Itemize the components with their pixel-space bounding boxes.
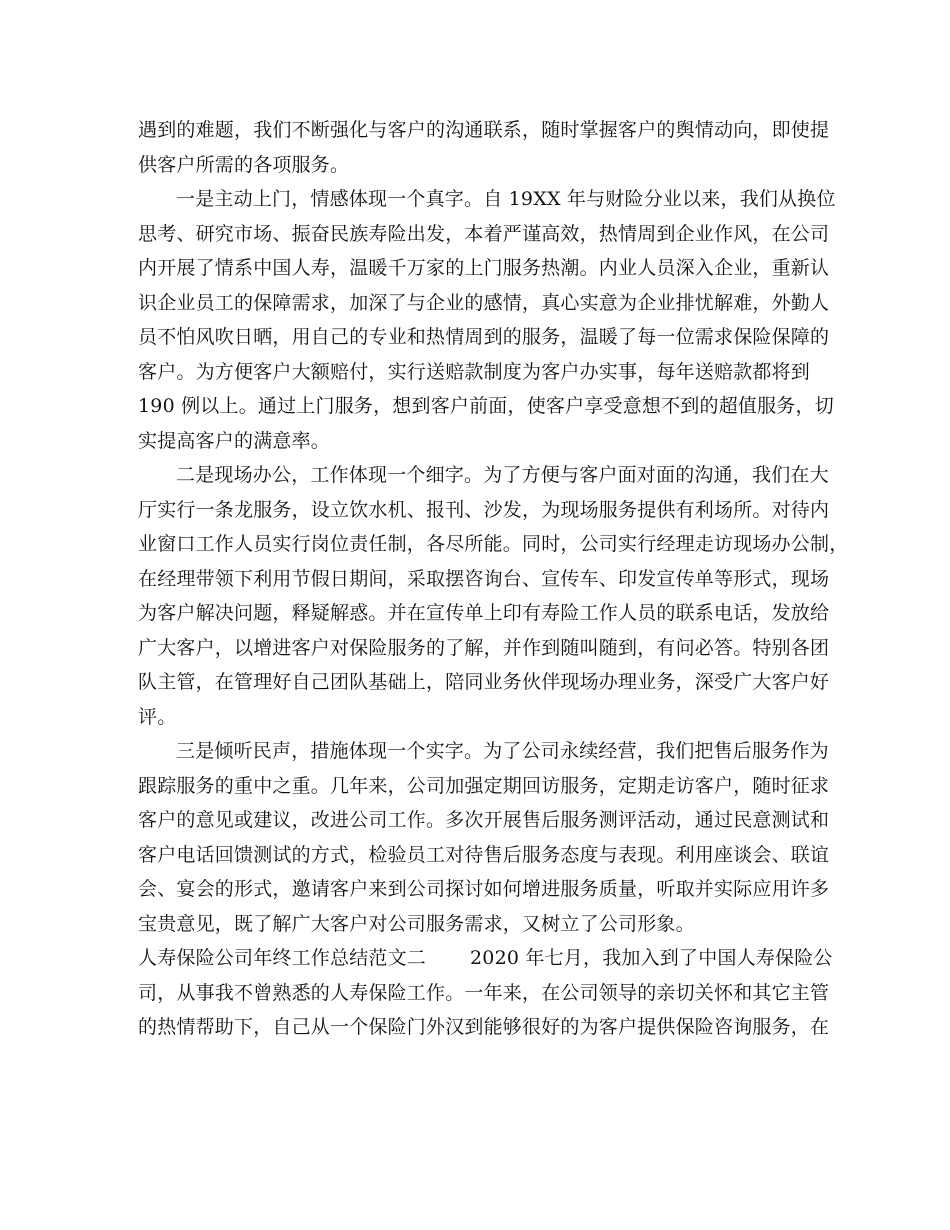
- paragraph-start-line: 二是现场办公，工作体现一个细字。为了方便与客户面对面的沟通，我们在大: [176, 464, 829, 486]
- body-line: 思考、研究市场、振奋民族寿险出发，本着严谨高效，热情周到企业作风，在公司: [138, 222, 830, 245]
- body-line: 客户电话回馈测试的方式，检验员工对待售后服务态度与表现。利用座谈会、联谊: [138, 843, 830, 866]
- body-line: 为客户解决问题，释疑解惑。并在宣传单上印有寿险工作人员的联系电话，发放给: [138, 602, 830, 624]
- section-heading-line: [138, 941, 833, 976]
- body-line: 厅实行一条龙服务，设立饮水机、报刊、沙发，为现场服务提供有利场所。对待内: [138, 498, 830, 521]
- section-first-line: 2020 年七月，我加入到了中国人寿保险公: [470, 947, 833, 969]
- body-line: 190 例以上。通过上门服务，想到客户前面，使客户享受意想不到的超值服务，切: [138, 395, 834, 417]
- body-line: 评。: [138, 705, 177, 728]
- body-line: 司，从事我不曾熟悉的人寿保险工作。一年来，在公司领导的亲切关怀和其它主管: [138, 981, 830, 1004]
- paragraph-start-line: 一是主动上门，情感体现一个真字。自 19XX 年与财险分业以来，我们从换位: [176, 188, 836, 210]
- section-title: 人寿保险公司年终工作总结范文二: [138, 947, 427, 969]
- body-line: 内开展了情系中国人寿，温暖千万家的上门服务热潮。内业人员深入企业，重新认: [138, 257, 830, 279]
- body-line: 供客户所需的各项服务。: [138, 153, 350, 176]
- body-line: 宝贵意见，既了解广大客户对公司服务需求，又树立了公司形象。: [138, 912, 695, 935]
- body-line: 的热情帮助下，自己从一个保险门外汉到能够很好的为客户提供保险咨询服务，在: [138, 1016, 830, 1038]
- document-body: [138, 113, 849, 1045]
- body-line: 实提高客户的满意率。: [138, 429, 331, 452]
- body-line: 会、宴会的形式，邀请客户来到公司探讨如何增进服务质量，听取并实际应用许多: [138, 878, 830, 900]
- body-line: 客户。为方便客户大额赔付，实行送赔款制度为客户办实事，每年送赔款都将到: [138, 360, 811, 383]
- body-line: 广大客户，以增进客户对保险服务的了解，并作到随叫随到，有问必答。特别各团: [138, 636, 830, 659]
- body-line: 业窗口工作人员实行岗位责任制，各尽所能。同时，公司实行经理走访现场办公制，: [138, 533, 849, 555]
- body-line: 客户的意见或建议，改进公司工作。多次开展售后服务测评活动，通过民意测试和: [138, 809, 830, 831]
- body-line: 员不怕风吹日晒，用自己的专业和热情周到的服务，温暖了每一位需求保险保障的: [138, 326, 830, 348]
- body-line: 在经理带领下利用节假日期间，采取摆咨询台、宣传车、印发宣传单等形式，现场: [138, 567, 830, 590]
- paragraph-start-line: 三是倾听民声，措施体现一个实字。为了公司永续经营，我们把售后服务作为: [176, 740, 829, 762]
- body-line: 识企业员工的保障需求，加深了与企业的感情，真心实意为企业排忧解难，外勤人: [138, 291, 830, 314]
- body-line: 遇到的难题，我们不断强化与客户的沟通联系，随时掌握客户的舆情动向，即使提: [138, 119, 830, 141]
- body-line: 队主管，在管理好自己团队基础上，陪同业务伙伴现场办理业务，深受广大客户好: [138, 671, 830, 693]
- body-line: 跟踪服务的重中之重。几年来，公司加强定期回访服务，定期走访客户，随时征求: [138, 774, 830, 797]
